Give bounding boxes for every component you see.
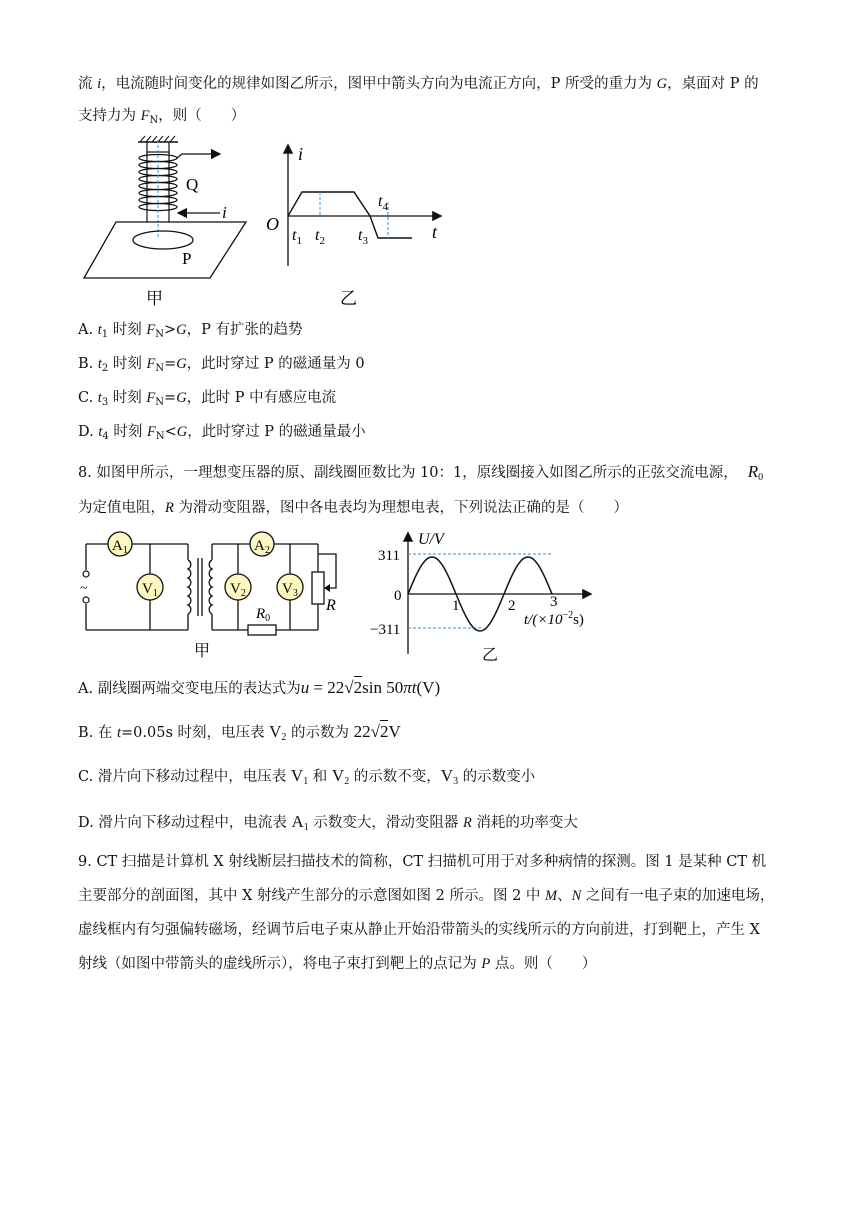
q8-option-d[interactable]: D. 滑片向下移动过程中，电流表 $A_1$ 示数变大，滑动变阻器 R 消耗的功率变大 [78, 812, 578, 833]
q7-figure-yi [262, 140, 452, 310]
q9-stem-line1: 9. CT 扫描是计算机 X 射线断层扫描技术的简称，CT 扫描机可用于对多种病情的探测。图 1 是某种 CT 机 [78, 854, 767, 870]
voltmeter-v3: $V_3$ [282, 581, 298, 599]
ring-label-p: P [182, 249, 192, 268]
figure-caption-yi-8: 乙 [482, 647, 499, 664]
q8-stem-line1: 8. 如图甲所示，一理想变压器的原、副线圈匝数比为 10：1，原线圈接入如图乙所示的正弦交流电源， $R_0$ [78, 462, 764, 483]
q8-option-b[interactable]: B. 在 t=0.05s 时刻，电压表 $V_2$ 的示数为 22√2V [78, 722, 401, 743]
ammeter-a2: $A_2$ [254, 538, 270, 556]
ammeter-a1: $A_1$ [112, 538, 128, 556]
axis-label-t: t [432, 222, 438, 242]
q8-graph-yi [366, 526, 606, 666]
q7-option-b[interactable]: B. $t_2$ 时刻 $F_N=G$，此时穿过 P 的磁通量为 0 [78, 356, 365, 374]
tick-label-min: −311 [370, 622, 401, 638]
q7-option-c[interactable]: C. $t_3$ 时刻 $F_N=G$，此时 P 中有感应电流 [78, 390, 337, 408]
q8-stem-line2: 为定值电阻，R 为滑动变阻器，图中各电表均为理想电表，下列说法正确的是（ ） [78, 500, 628, 516]
resistor-label-r0: $R_0$ [256, 606, 271, 624]
coil-label-q: Q [186, 175, 199, 194]
tick-label-1: 1 [452, 598, 460, 614]
rheostat-label-r: R [326, 597, 336, 614]
q9-stem-line2: 主要部分的剖面图，其中 X 射线产生部分的示意图如图 2 所示。图 2 中 M、N 之间有一电子束的加速电场， [78, 888, 775, 904]
q7-option-a[interactable]: A. $t_1$ 时刻 $F_N>G$，P 有扩张的趋势 [78, 322, 303, 340]
axis-label-t: $t/(\times 10^{-2}s)$ [524, 610, 584, 628]
tick-label-t3: $t_3$ [358, 227, 368, 247]
q8-option-c[interactable]: C. 滑片向下移动过程中，电压表 $V_1$ 和 $V_2$ 的示数不变，$V_3$ 的示数变小 [78, 766, 536, 787]
tick-label-t2: $t_2$ [315, 227, 325, 247]
voltmeter-v1: $V_1$ [142, 581, 158, 599]
voltmeter-v2: $V_2$ [230, 581, 246, 599]
q7-option-d[interactable]: D. $t_4$ 时刻 $F_N<G$，此时穿过 P 的磁通量最小 [78, 424, 366, 442]
q8-option-a[interactable]: A. 副线圈两端交变电压的表达式为u = 22√2sin 50πt(V) [78, 678, 441, 697]
tick-label-2: 2 [508, 598, 516, 614]
tick-label-origin: 0 [394, 588, 402, 604]
q7-stem-line1: 流 i，电流随时间变化的规律如图乙所示，图甲中箭头方向为电流正方向，P 所受的重力为 G，桌面对 P 的 [78, 76, 759, 92]
ac-source-symbol: ~ [80, 581, 88, 596]
q9-stem-line4: 射线（如图中带箭头的虚线所示），将电子束打到靶上的点记为 P 点。则（ ） [78, 956, 597, 972]
figure-caption-jia: 甲 [146, 289, 163, 308]
q8-circuit-jia [78, 530, 348, 660]
q7-figure-jia [78, 132, 278, 310]
tick-label-3: 3 [550, 594, 558, 610]
figure-caption-jia-8: 甲 [194, 643, 211, 660]
q9-stem-line3: 虚线框内有匀强偏转磁场，经调节后电子束从静止开始沿带箭头的实线所示的方向前进，打到靶上，产生 X [78, 922, 760, 938]
tick-label-t4: $t_4$ [378, 193, 388, 213]
origin-label: O [266, 214, 279, 234]
q7-stem-line2: 支持力为 $F_N$，则（ ） [78, 108, 246, 126]
tick-label-t1: $t_1$ [292, 227, 302, 247]
tick-label-max: 311 [378, 548, 400, 564]
figure-caption-yi: 乙 [340, 289, 357, 308]
axis-label-i: i [298, 144, 304, 164]
axis-label-u: U/V [418, 531, 444, 548]
current-label-i: i [222, 203, 227, 222]
